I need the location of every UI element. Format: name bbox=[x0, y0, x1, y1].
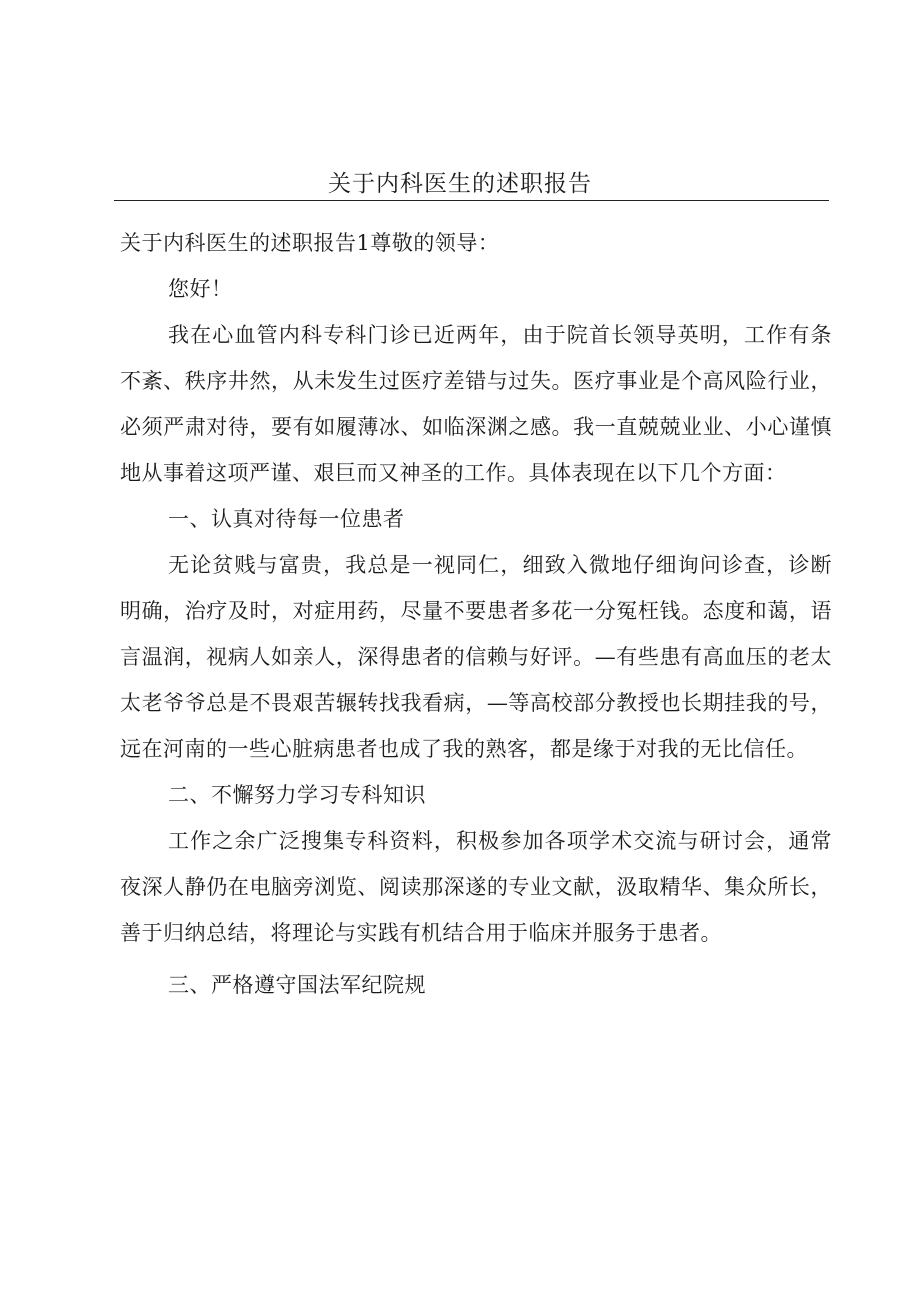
lead-line: 关于内科医生的述职报告1尊敬的领导： bbox=[120, 231, 500, 255]
greeting: 您好！ bbox=[168, 277, 233, 301]
section-3-heading: 三、严格遵守国法军纪院规 bbox=[168, 973, 426, 997]
section-2-paragraph: 工作之余广泛搜集专科资料，积极参加各项学术交流与研讨会，通常夜深人静仍在电脑旁浏览、阅读那深遂的专业文献，汲取精华、集众所长，善于归纳总结，将理论与实践有机结合用于临床并服务于患者。 bbox=[120, 829, 832, 945]
document-body bbox=[120, 220, 832, 1008]
document-title: 关于内科医生的述职报告 bbox=[328, 171, 592, 197]
section-1-paragraph: 无论贫贱与富贵，我总是一视同仁，细致入微地仔细询问诊查，诊断明确，治疗及时，对症用药，尽量不要患者多花一分冤枉钱。态度和蔼，语言温润，视病人如亲人，深得患者的信赖与好评。—有些患有高血压的老太太老爷爷总是不畏艰苦辗转找我看病，—等高校部分教授也长期挂我的号，远在河南的一些心脏病患者也成了我的熟客，都是缘于对我的无比信任。 bbox=[120, 553, 832, 761]
intro-paragraph: 我在心血管内科专科门诊已近两年，由于院首长领导英明，工作有条不紊、秩序井然，从未发生过医疗差错与过失。医疗事业是个高风险行业，必须严肃对待，要有如履薄冰、如临深渊之感。我一直兢兢业业、小心谨慎地从事着这项严谨、艰巨而又神圣的工作。具体表现在以下几个方面： bbox=[120, 323, 832, 485]
title-underline bbox=[114, 200, 829, 201]
section-1-heading: 一、认真对待每一位患者 bbox=[168, 507, 405, 531]
section-2-heading: 二、不懈努力学习专科知识 bbox=[168, 783, 426, 807]
